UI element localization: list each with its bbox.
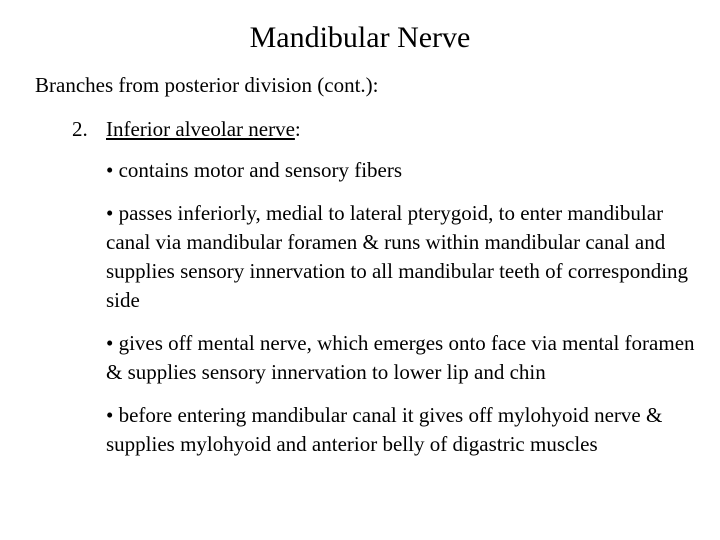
bullet-item: • contains motor and sensory fibers (106, 158, 403, 182)
bullet-item: • passes inferiorly, medial to lateral pterygoid, to enter mandibular canal via mandibular foramen & runs within mandibular canal and supplies sensory innervation to all mandibular teeth of corresponding side (106, 201, 689, 312)
bullet-list (106, 156, 706, 473)
bullet-item: • gives off mental nerve, which emerges onto face via mental foramen & supplies sensory innervation to lower lip and chin (106, 331, 695, 384)
slide-subtitle: Branches from posterior division (cont.): (35, 73, 379, 97)
item-heading-suffix: : (294, 117, 301, 141)
numbered-item (72, 114, 301, 144)
item-number: 2. (72, 117, 88, 141)
item-heading: Inferior alveolar nerve (106, 117, 295, 141)
slide-title: Mandibular Nerve (249, 21, 471, 54)
bullet-item: • before entering mandibular canal it gives off mylohyoid nerve & supplies mylohyoid and anterior belly of digastric muscles (106, 403, 663, 456)
